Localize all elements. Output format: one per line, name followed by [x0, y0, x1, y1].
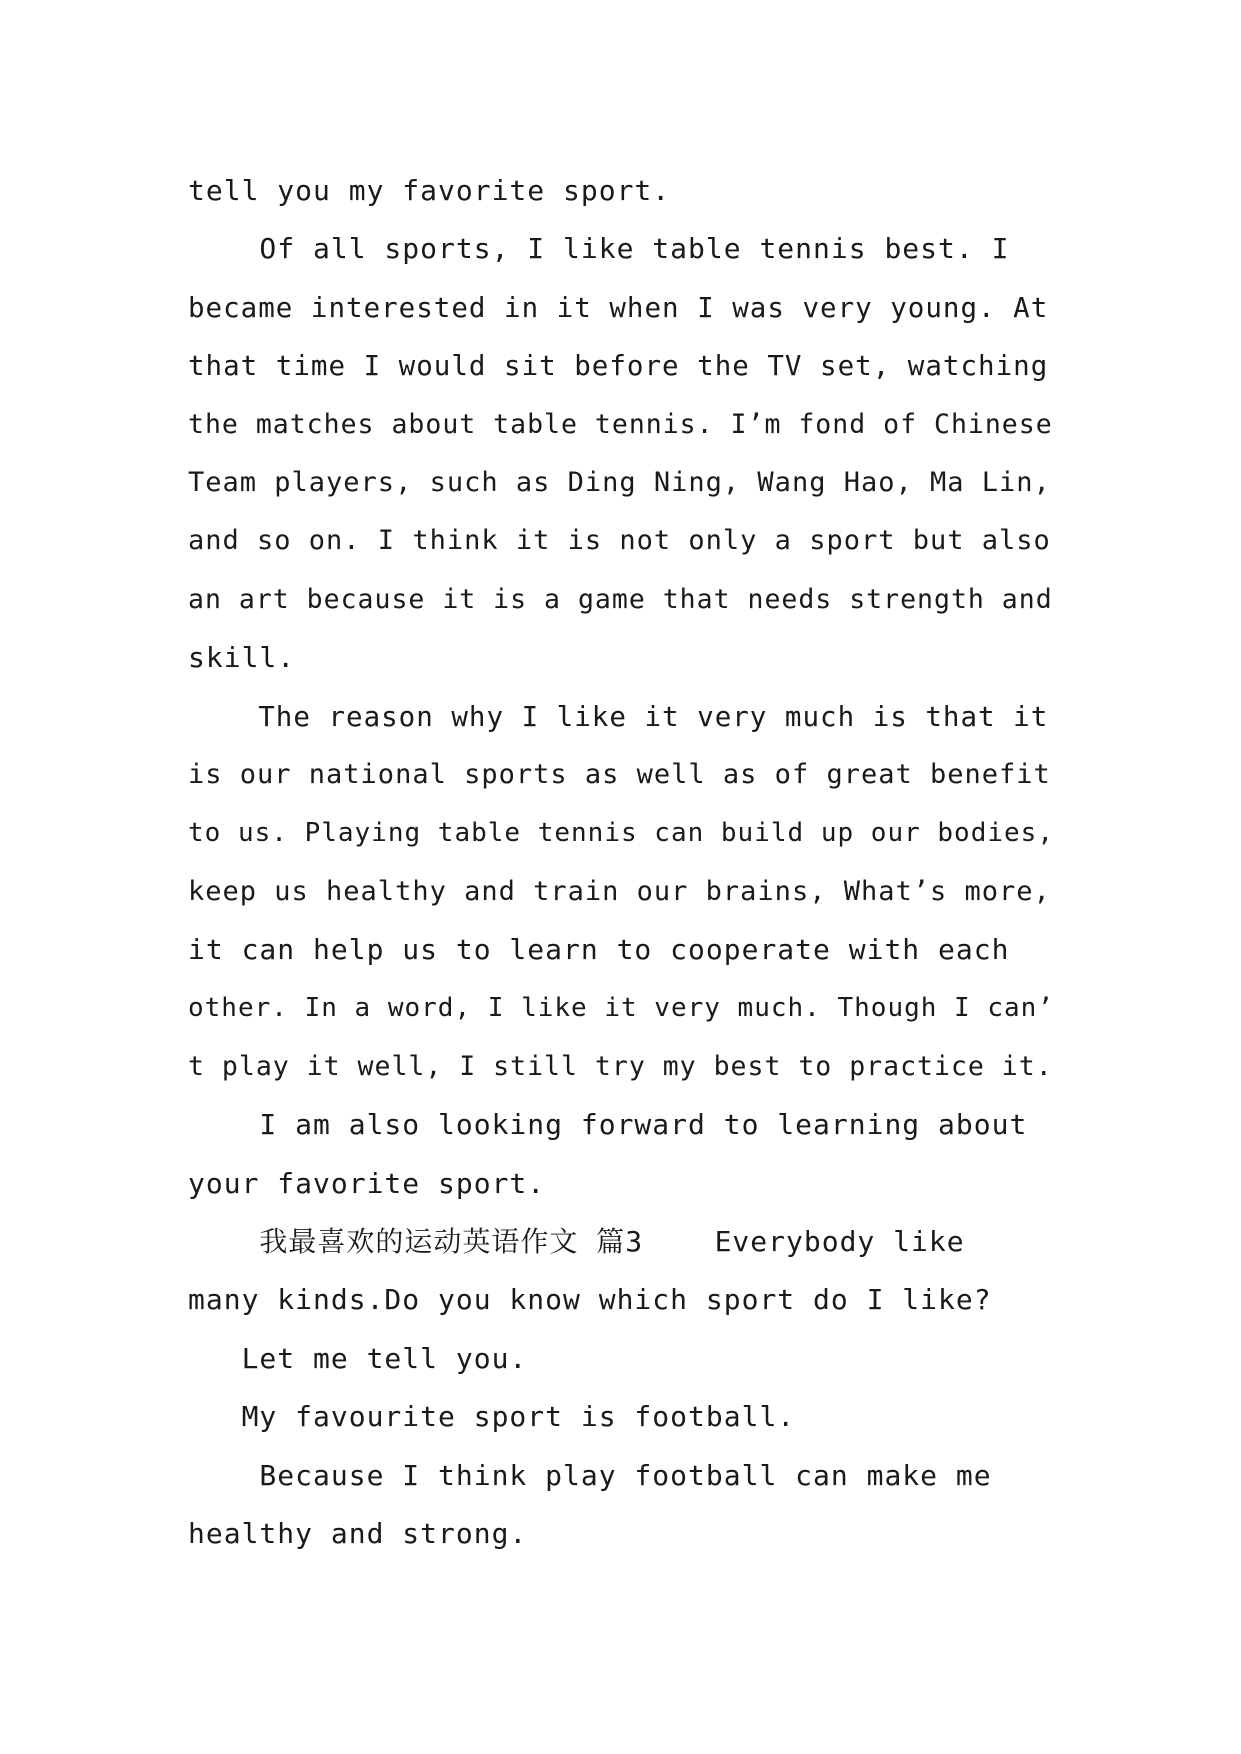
text-line: Let me tell you. [188, 1341, 528, 1375]
text-line: skill. [188, 641, 296, 675]
text-line: many kinds.Do you know which sport do I like? [188, 1283, 992, 1317]
text-line: your favorite sport. [188, 1166, 546, 1200]
text-line: healthy and strong. [188, 1516, 528, 1550]
essay-text [188, 162, 1054, 1563]
text-line: other. In a word, I like it very much. Though I can’ [188, 993, 1054, 1024]
text-line: The reason why I like it very much is that it [188, 700, 1049, 733]
text-line: it can help us to learn to cooperate with each [188, 933, 1010, 967]
text-line: the matches about table tennis. I’m fond of Chinese [188, 408, 1053, 440]
text-line: that time I would sit before the TV set, watching [188, 350, 1049, 383]
text-line: became interested in it when I was very young. At [188, 291, 1049, 324]
text-line: an art because it is a game that needs strength and [188, 583, 1053, 615]
text-line: keep us healthy and train our brains, What’s more, [188, 875, 1051, 907]
text-line: and so on. I think it is not only a sport but also [188, 525, 1051, 557]
text-line: Of all sports, I like table tennis best. I [188, 232, 1010, 266]
text-line: Because I think play football can make me [188, 1458, 992, 1492]
text-line: Team players, such as Ding Ning, Wang Hao, Ma Lin, [188, 466, 1051, 498]
text-line: I am also looking forward to learning about [188, 1108, 1028, 1142]
text-line: My favourite sport is football. [188, 1400, 796, 1434]
text-line: tell you my favorite sport. [188, 174, 671, 207]
text-line: is our national sports as well as of great benefit [188, 758, 1051, 790]
text-line: 我最喜欢的运动英语作文 篇3 Everybody like [188, 1225, 965, 1259]
text-line: t play it well, I still try my best to practice it. [188, 1050, 1053, 1082]
text-line: to us. Playing table tennis can build up our bodies, [188, 818, 1054, 849]
